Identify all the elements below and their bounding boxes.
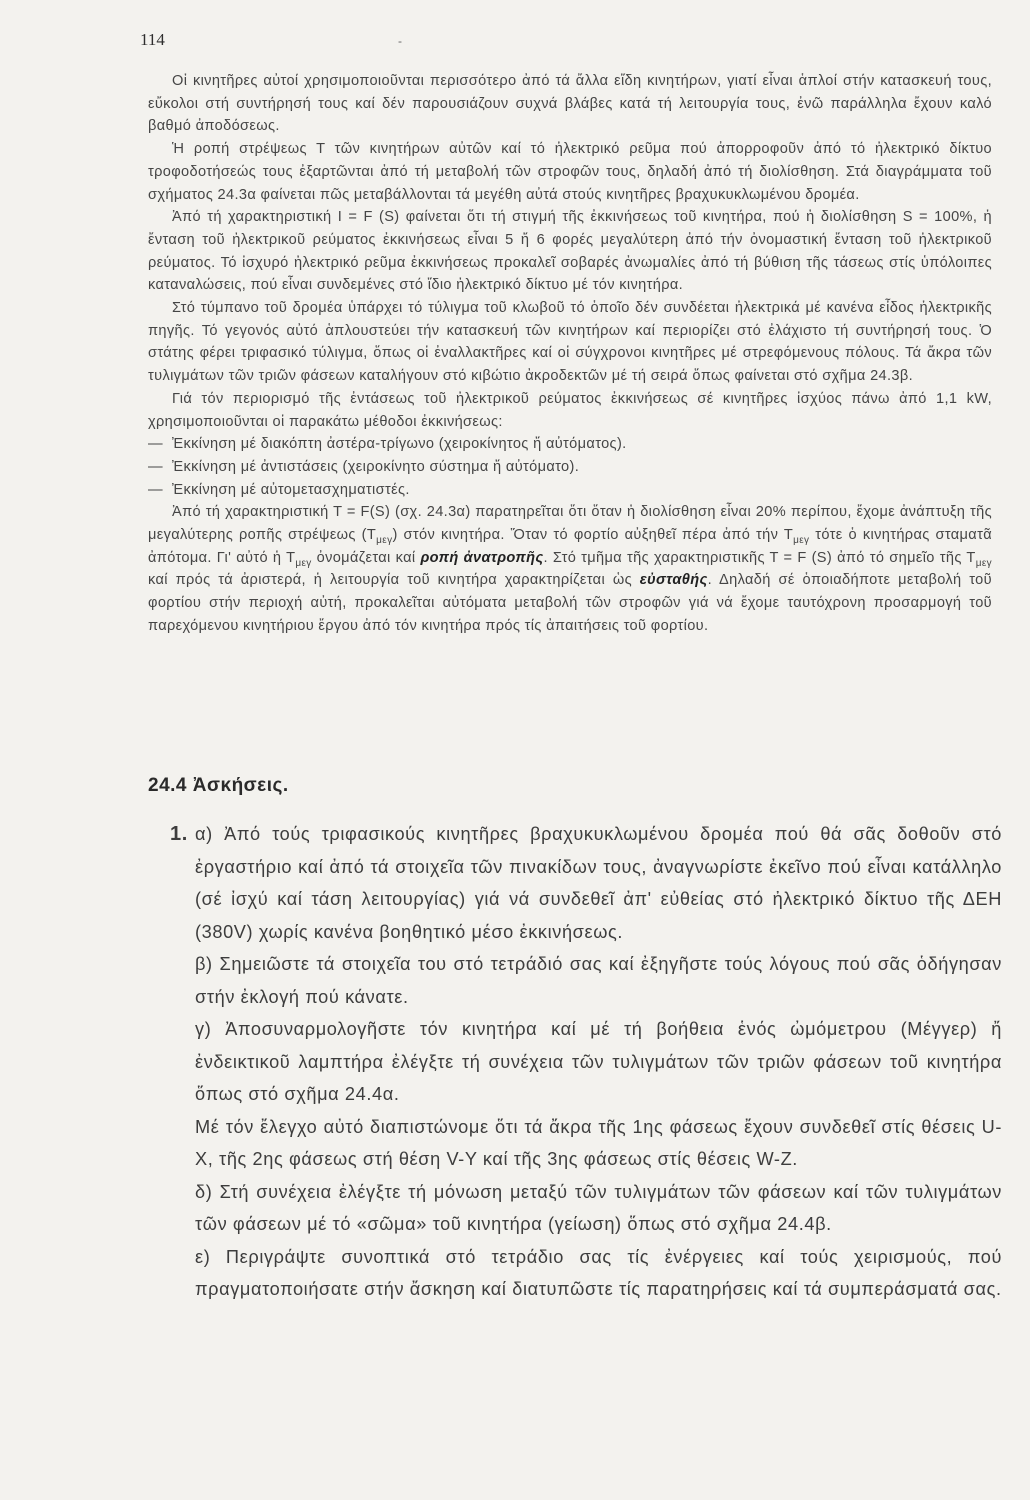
exercise-part-e: ε) Περιγράψτε συνοπτικά στό τετράδιο σας τίς ἐνέργειες καί τούς χειρισμούς, πού πραγματοποιήσατε στήν ἄσκηση καί διατυπῶστε τίς παρατηρήσεις καί τά συμπεράσματά σας. [195, 1246, 1002, 1299]
subscript: μεγ [295, 557, 312, 569]
list-item [148, 479, 992, 502]
paragraph-6 [148, 501, 992, 637]
paragraph-1: Οἱ κινητῆρες αὐτοί χρησιμοποιοῦνται περισσότερο ἀπό τά ἄλλα εἴδη κινητήρων, γιατί εἶναι ἁπλοί στήν κατασκευή τους, εὔκολοι στή συντήρησή τους καί δέν παρουσιάζουν συχνά βλάβες κατά τή λειτουργία τους, ἐνῶ παράλληλα ἔχουν καλό βαθμό ἀποδόσεως. [148, 73, 992, 135]
paragraph-5: Γιά τόν περιορισμό τῆς ἐντάσεως τοῦ ἠλεκτρικοῦ ρεύματος ἐκκινήσεως σέ κινητῆρες ἰσχύος πάνω ἀπό 1,1 kW, χρησιμοποιοῦνται οἱ παρακάτω μέθοδοι ἐκκινήσεως: [148, 390, 992, 430]
dash-mark: — [148, 481, 163, 498]
text-run: Ἀπό τή χαρακτηριστική Τ = F(S) (σχ. 24.3α) παρατηρεῖται ὅτι ὅταν ἡ διολίσθηση εἶναι 20% περίπου, ἔχομε ἀνάπτυξη τῆς μεγαλύτερης ροπῆς στρέψεως (Τ [148, 504, 992, 544]
text-run: . Δηλαδή σέ ὁποιαδήποτε μεταβολή τοῦ φορτίου στήν περιοχή αὐτή, προκαλεῖται αὐτόματα μεταβολή τῶν στροφῶν γιά νά ἔχομε ταυτόχρονη προσαρμογή τοῦ παρεχόμενου κινητήριου ἔργου ἀπό τόν κινητήρα πρός τίς ἀπαιτήσεις τοῦ φορτίου. [148, 572, 992, 634]
exercise-1 [170, 818, 1002, 1306]
text-run: ) στόν κινητήρα. Ὅταν τό φορτίο αὐξηθεῖ πέρα ἀπό τήν Τ [392, 527, 794, 544]
subscript: μεγ [793, 534, 810, 546]
term-stable: εὐσταθής [639, 572, 708, 589]
subscript: μεγ [376, 534, 393, 546]
dash-mark: — [148, 458, 163, 475]
subscript: μεγ [975, 557, 992, 569]
exercise-part-c: γ) Ἀποσυναρμολογῆστε τόν κινητήρα καί μέ τή βοήθεια ἑνός ὠμόμετρου (Μέγγερ) ἤ ἐνδεικτικοῦ λαμπτήρα ἐλέγξτε τή συνέχεια τῶν τυλιγμάτων τῶν τριῶν φάσεων τοῦ κινητήρα ὅπως στό σχῆμα 24.4α. [195, 1019, 1002, 1104]
paragraph-4: Στό τύμπανο τοῦ δρομέα ὑπάρχει τό τύλιγμα τοῦ κλωβοῦ τό ὁποῖο δέν συνδέεται ἠλεκτρικά μέ κανένα εἶδος ἠλεκτρικῆς πηγῆς. Τό γεγονός αὐτό ἁπλουστεύει τήν κατασκευή τῶν κινητήρων καί περιορίζει στό ἐλάχιστο τή συντήρησή τους. Ὁ στάτης φέρει τριφασικό τύλιγμα, ὅπως οἱ ἐναλλακτῆρες καί οἱ σύγχρονοι κινητῆρες μέ στρεφόμενους πόλους. Τά ἄκρα τῶν τυλιγμάτων τῶν τριῶν φάσεων καταλήγουν στό κιβώτιο ἀκροδεκτῶν μέ τή σειρά ὅπως φαίνεται στό σχῆμα 24.3β. [148, 300, 992, 385]
page-number: 114 [140, 30, 165, 49]
list-item [148, 433, 992, 456]
exercise-part-c-note: Μέ τόν ἔλεγχο αὐτό διαπιστώνομε ὅτι τά ἄκρα τῆς 1ης φάσεως ἔχουν συνδεθεῖ στίς θέσεις U-X, τῆς 2ης φάσεως στή θέση V-Y καί τῆς 3ης φάσεως στίς θέσεις W-Z. [195, 1116, 1002, 1169]
exercise-part-d: δ) Στή συνέχεια ἐλέγξτε τή μόνωση μεταξύ τῶν τυλιγμάτων τῶν φάσεων καί τῶν τυλιγμάτων τῶν φάσεων μέ τό «σῶμα» τοῦ κινητήρα (γείωση) ὅπως στό σχῆμα 24.4β. [195, 1181, 1002, 1234]
exercise-part-a: α) Ἀπό τούς τριφασικούς κινητῆρες βραχυκυκλωμένου δρομέα πού θά σᾶς δοθοῦν στό ἐργαστήριο καί ἀπό τά στοιχεῖα τῶν πινακίδων τους, ἀναγνωρίστε ἐκεῖνο πού εἶναι κατάλληλο (σέ ἰσχύ καί τάση λειτουργίας) γιά νά συνδεθεῖ ἀπ' εὐθείας στό ἠλεκτρικό δίκτυο τῆς ΔΕΗ (380V) χωρίς κανένα βοηθητικό μέσο ἐκκινήσεως. [195, 824, 1002, 942]
paragraph-2: Ἡ ροπή στρέψεως Τ τῶν κινητήρων αὐτῶν καί τό ἠλεκτρικό ρεῦμα πού ἀπορροφοῦν ἀπό τό ἠλεκτρικό δίκτυο τροφοδοτήσεώς τους ἐξαρτῶνται ἀπό τή μεταβολή τῶν στροφῶν τους, δηλαδή ἀπό τή διολίσθηση. Στά διαγράμματα τοῦ σχήματος 24.3α φαίνεται πῶς μεταβάλλονται τά μεγέθη αὐτά στούς κινητῆρες βραχυκυκλωμένου δρομέα. [148, 141, 992, 203]
page-mark: - [398, 34, 402, 48]
section-title: 24.4 Ἀσκήσεις. [148, 775, 289, 796]
paragraph-3: Ἀπό τή χαρακτηριστική I = F (S) φαίνεται ὅτι τή στιγμή τῆς ἐκκινήσεως τοῦ κινητήρα, πού ἡ διολίσθηση S = 100%, ἡ ἔνταση τοῦ ἠλεκτρικοῦ ρεύματος ἐκκινήσεως εἶναι 5 ἤ 6 φορές μεγαλύτερη ἀπό τήν ὀνομαστική ἔνταση τοῦ ἠλεκτρικοῦ ρεύματος. Τό ἰσχυρό ἠλεκτρικό ρεῦμα ἐκκινήσεως προκαλεῖ σοβαρές ἀνωμαλίες ἀπό τή βύθιση τῆς τάσεως στίς ὑπόλοιπες καταναλώσεις, πού εἶναι συνδεμένες στό ἴδιο ἠλεκτρικό δίκτυο μέ τόν κινητήρα. [148, 209, 992, 294]
list-item-text: Ἐκκίνηση μέ αὐτομετασχηματιστές. [172, 481, 410, 498]
body-text [148, 70, 992, 638]
text-run: ὀνομάζεται καί [311, 549, 421, 566]
list-item [148, 456, 992, 479]
list-item-text: Ἐκκίνηση μέ ἀντιστάσεις (χειροκίνητο σύστημα ἤ αὐτόματο). [172, 458, 580, 475]
text-run: καί πρός τά ἀριστερά, ἡ λειτουργία τοῦ κινητήρα χαρακτηρίζεται ὡς [148, 572, 640, 589]
text-run: . Στό τμῆμα τῆς χαρακτηριστικῆς Τ = F (S) ἀπό τό σημεῖο τῆς Τ [543, 549, 976, 566]
term-tipping-torque: ροπή ἀνατροπῆς [420, 549, 544, 566]
exercise-number: 1. [170, 823, 188, 845]
exercise-body [195, 818, 1002, 1306]
list-item-text: Ἐκκίνηση μέ διακόπτη ἀστέρα-τρίγωνο (χειροκίνητος ἤ αὐτόματος). [172, 436, 627, 453]
text-run: τότε ὁ κινητήρας σταματᾶ ἀπότομα. Γι' αὐτό ἡ Τ [148, 527, 992, 566]
exercise-part-b: β) Σημειῶστε τά στοιχεῖα του στό τετράδιό σας καί ἐξηγῆστε τούς λόγους πού σᾶς ὁδήγησαν στήν ἐκλογή πού κάνατε. [195, 954, 1002, 1007]
dash-mark: — [148, 436, 163, 453]
